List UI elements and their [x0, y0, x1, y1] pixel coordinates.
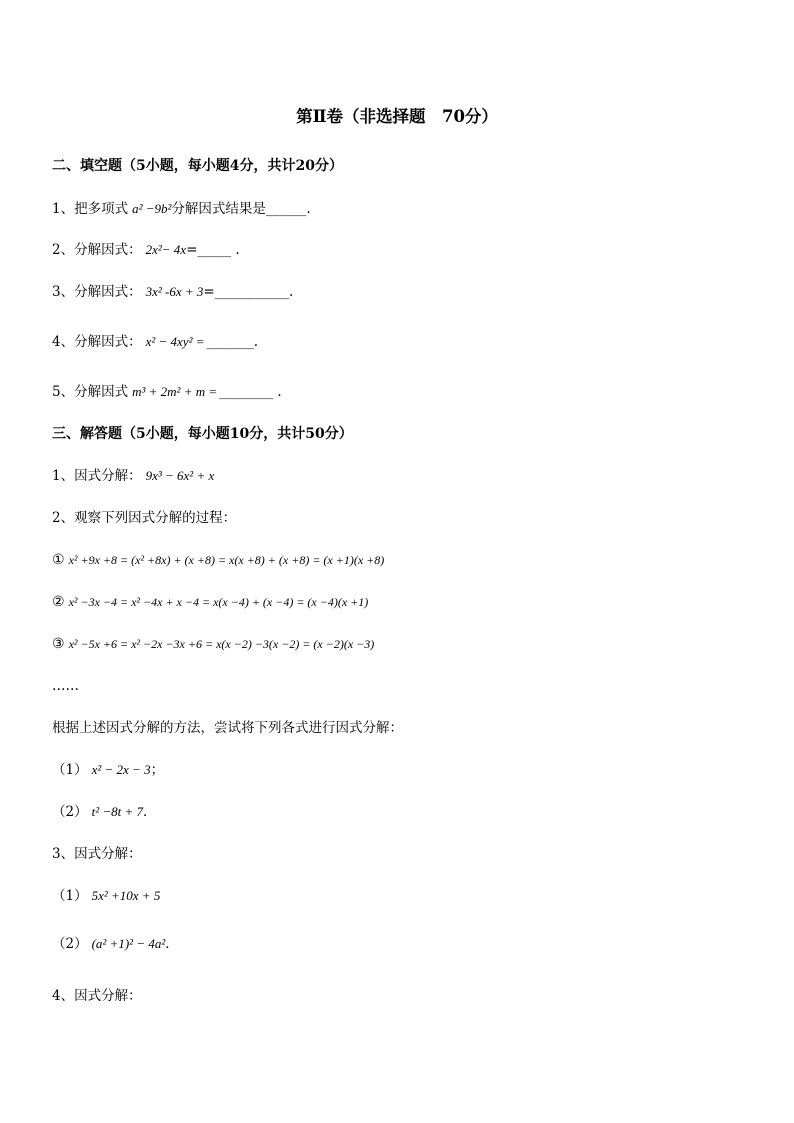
- math-expression: 3x² -6x + 3: [145, 284, 204, 299]
- circled-number-1: ①: [52, 552, 65, 568]
- part-label: （1）: [52, 888, 88, 904]
- fill-in-question-2: [52, 241, 240, 259]
- solution-question-3-part-2: [52, 935, 179, 953]
- question-prefix: 4、分解因式：: [52, 334, 142, 350]
- circled-number-3: ③: [52, 636, 65, 652]
- solution-question-4-intro: 4、因式分解：: [52, 988, 142, 1004]
- question-suffix: _______.: [206, 334, 259, 350]
- page-title: 第Ⅱ卷（非选择题 70分）: [296, 107, 498, 126]
- math-expression: (a² +1)² − 4a²: [91, 936, 166, 951]
- math-expression: x² +9x +8 = (x² +8x) + (x +8) = x(x +8) + (x +8) = (x +1)(x +8): [68, 553, 385, 567]
- part-suffix: ．: [143, 804, 157, 820]
- solution-question-1: [52, 467, 214, 485]
- question-prefix: 5、分解因式: [52, 384, 129, 400]
- ellipsis: ……: [52, 678, 79, 694]
- question-suffix: =___________.: [203, 284, 294, 300]
- example-1: [52, 551, 384, 569]
- fill-in-question-3: [52, 283, 293, 301]
- solution-question-2-intro: 2、观察下列因式分解的过程：: [52, 510, 237, 526]
- example-2: [52, 593, 368, 611]
- part-suffix: ；: [150, 762, 165, 778]
- question-prefix: 2、分解因式：: [52, 242, 142, 258]
- question-prefix: 1、把多项式: [52, 201, 129, 217]
- part-label: （1）: [52, 762, 88, 778]
- circled-number-2: ②: [52, 594, 65, 610]
- math-expression: 2x²− 4x: [145, 242, 187, 257]
- math-expression: a² −9b²: [132, 201, 172, 216]
- part-suffix: ．: [165, 936, 179, 952]
- fill-in-question-4: [52, 333, 258, 351]
- fill-in-question-5: [52, 383, 282, 401]
- math-expression: x² −5x +6 = x² −2x −3x +6 = x(x −2) −3(x −2) = (x −2)(x −3): [68, 637, 375, 651]
- solution-question-2-part-2: [52, 803, 157, 821]
- math-expression: 9x³ − 6x² + x: [145, 468, 215, 483]
- fill-in-question-1: [52, 200, 311, 218]
- math-expression: m³ + 2m² + m =: [132, 384, 218, 399]
- question-suffix: ________ .: [219, 384, 282, 400]
- question-suffix: =_____ .: [186, 242, 240, 258]
- solution-question-2-part-1: [52, 761, 164, 779]
- math-expression: x² −3x −4 = x² −4x + x −4 = x(x −4) + (x −4) = (x −4)(x +1): [68, 595, 369, 609]
- question-suffix: 分解因式结果是______.: [171, 201, 311, 217]
- instruction-text: 根据上述因式分解的方法，尝试将下列各式进行因式分解：: [52, 720, 403, 736]
- question-prefix: 1、因式分解：: [52, 468, 142, 484]
- section-heading-fill-in: 二、填空题（5小题，每小题4分，共计20分）: [52, 158, 343, 174]
- section-heading-solutions: 三、解答题（5小题，每小题10分，共计50分）: [52, 426, 353, 442]
- example-3: [52, 635, 374, 653]
- part-label: （2）: [52, 936, 88, 952]
- math-expression: 5x² +10x + 5: [91, 888, 161, 903]
- math-expression: x² − 2x − 3: [91, 762, 151, 777]
- solution-question-3-intro: 3、因式分解：: [52, 846, 142, 862]
- question-prefix: 3、分解因式：: [52, 284, 142, 300]
- math-expression: t² −8t + 7: [91, 804, 144, 819]
- part-label: （2）: [52, 804, 88, 820]
- solution-question-3-part-1: [52, 887, 160, 905]
- math-expression: x² − 4xy² =: [145, 334, 205, 349]
